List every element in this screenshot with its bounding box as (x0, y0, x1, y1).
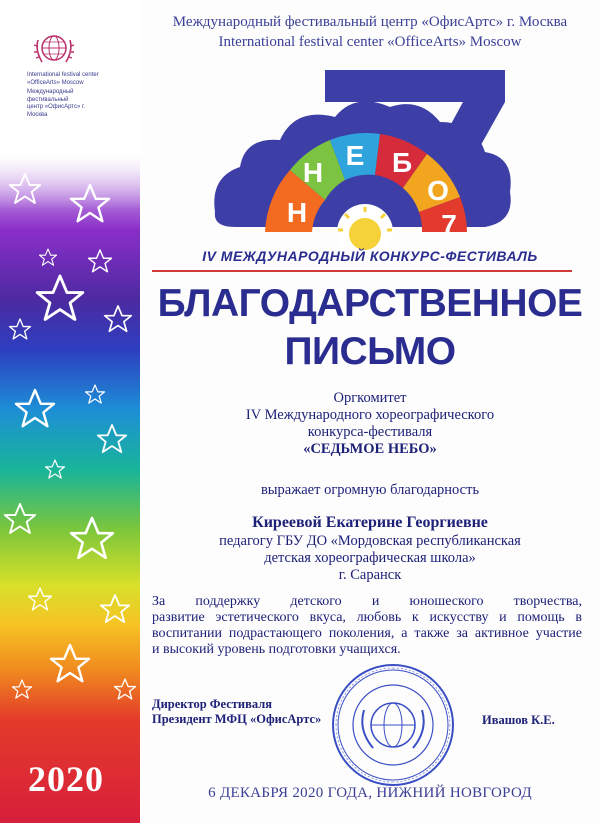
paragraph-line: и высокий уровень подготовки учащихся. (152, 642, 401, 657)
star-icon (71, 185, 109, 221)
org-en-line2: «OfficeArts» Moscow (27, 79, 84, 86)
recipient-city: г. Саранск (338, 567, 402, 583)
star-icon (101, 595, 130, 622)
year-label: 2020 (28, 759, 104, 799)
star-icon (10, 319, 31, 339)
festival-emblem (205, 62, 525, 252)
body-line3: конкурса-фестиваля (307, 424, 433, 440)
emblem-letter-n: Н (302, 157, 324, 188)
emblem-letter-7: 7 (441, 209, 457, 240)
star-icon (51, 645, 89, 681)
star-icon (86, 385, 105, 403)
star-icon (89, 250, 112, 272)
emblem-letter-b: Б (391, 147, 413, 178)
header-line-en: International festival center «OfficeArts» Moscow (218, 34, 522, 50)
star-icon (46, 460, 65, 478)
body-festival-name: «СЕДЬМОЕ НЕБО» (303, 441, 437, 457)
signer-name: Ивашов К.Е. (482, 713, 555, 727)
org-caption (27, 72, 107, 121)
star-icon (5, 504, 35, 533)
emblem-letter-e: Е (345, 140, 365, 171)
paragraph-line: За поддержку детского и юношеского творчества, (152, 594, 582, 609)
recipient-name: Киреевой Екатерине Георгиевне (252, 514, 488, 531)
star-icon (13, 680, 32, 698)
title-line2: ПИСЬМО (284, 330, 456, 373)
round-stamp-icon (328, 660, 458, 790)
date-place: 6 ДЕКАБРЯ 2020 ГОДА, НИЖНИЙ НОВГОРОД (208, 785, 532, 801)
divider (152, 270, 572, 272)
star-icon (39, 249, 56, 265)
globe-laurel-icon (32, 26, 76, 70)
gratitude-paragraph (152, 594, 582, 658)
body-line2: IV Международного хореографического (245, 407, 495, 423)
star-icon (16, 390, 54, 426)
signer-title1: Директор Фестиваля (152, 697, 273, 711)
emblem-letter-n1: Н (286, 197, 308, 228)
body-orgcommittee: Оргкомитет (333, 390, 407, 406)
star-icon (98, 425, 127, 452)
star-icon (29, 588, 52, 610)
paragraph-line: воспитании подрастающего поколения, а также за активное участие (152, 626, 582, 641)
org-ru-line2: центр «ОфисАртс» г. Москва (27, 104, 86, 118)
recipient-role2: детская хореографическая школа» (264, 550, 476, 566)
recipient-role1: педагогу ГБУ ДО «Мордовская республиканская (219, 533, 521, 549)
paragraph-line: развитие эстетического вкуса, любовь к искусству и помощь в (152, 610, 582, 625)
signer-title2: Президент МФЦ «ОфисАртс» (152, 712, 322, 726)
body-gratitude: выражает огромную благодарность (260, 482, 480, 498)
star-icon (105, 306, 132, 331)
org-ru-line1: Международный фестивальный (27, 89, 74, 103)
star-icon (37, 276, 83, 319)
org-en-line1: International festival center (27, 72, 99, 78)
star-icon (71, 518, 113, 558)
star-icon (115, 679, 136, 699)
header-line-ru: Международный фестивальный центр «ОфисАртс» г. Москва (172, 14, 568, 30)
stars-decoration (0, 0, 160, 823)
emblem-letter-o: О (427, 175, 449, 206)
star-icon (10, 174, 40, 203)
festival-subtitle: IV МЕЖДУНАРОДНЫЙ КОНКУРС-ФЕСТИВАЛЬ (202, 248, 538, 264)
title-line1: БЛАГОДАРСТВЕННОЕ (157, 282, 583, 325)
sun-icon (349, 218, 381, 250)
